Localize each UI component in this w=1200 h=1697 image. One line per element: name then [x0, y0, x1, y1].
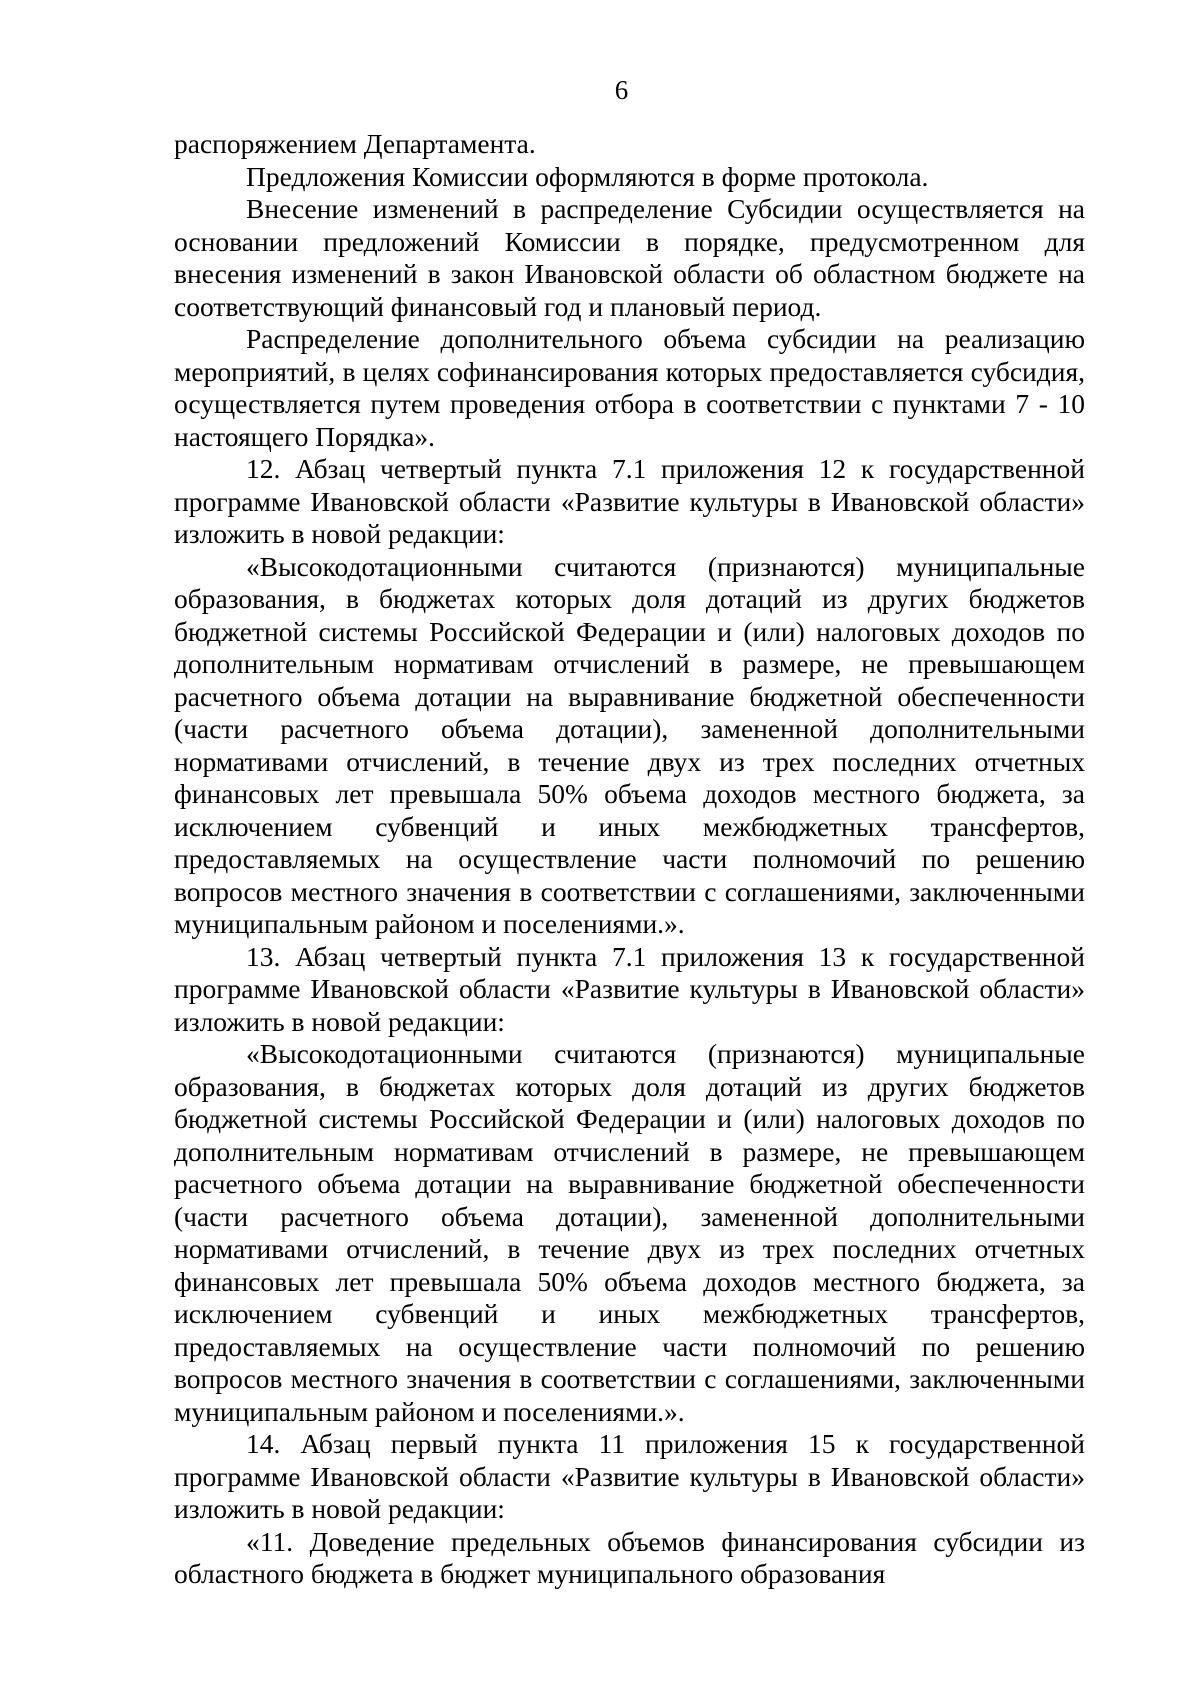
paragraph: распоряжением Департамента. [174, 128, 536, 159]
paragraph: «Высокодотационными считаются (признаются) муниципальные образования, в бюджетах которых доля дотаций из других бюджетов бюджетной системы Российской Федерации и (или) налоговых доходов по дополнительным нормативам отчислений в размере, не превышающем расчетного объема дотации на выравнивание бюджетной обеспеченности (части расчетного объема дотации), замененной дополнительными нормативами отчислений, в течение двух из трех последних отчетных финансовых лет превышала 50% объема доходов местного бюджета, за исключением субвенций и иных межбюджетных трансфертов, предоставляемых на осуществление части полномочий по решению вопросов местного значения в соответствии с соглашениями, заключенными муниципальным районом и поселениями.». [174, 1038, 1085, 1427]
paragraph: 13. Абзац четвертый пункта 7.1 приложения 13 к государственной программе Ивановской области «Развитие культуры в Ивановской области» изложить в новой редакции: [174, 940, 1085, 1037]
paragraph: Внесение изменений в распределение Субсидии осуществляется на основании предложений Комиссии в порядке, предусмотренном для внесения изменений в закон Ивановской области об областном бюджете на соответствующий финансовый год и плановый период. [174, 193, 1085, 322]
paragraph: «11. Доведение предельных объемов финансирования субсидии из областного бюджета в бюджет муниципального образования [174, 1525, 1085, 1589]
page-number: 6 [614, 75, 629, 105]
paragraph: Распределение дополнительного объема субсидии на реализацию мероприятий, в целях софинансирования которых предоставляется субсидия, осуществляется путем проведения отбора в соответствии с пунктами 7 - 10 настоящего Порядка». [174, 323, 1085, 452]
document-body [174, 128, 1085, 1591]
paragraph: «Высокодотационными считаются (признаются) муниципальные образования, в бюджетах которых доля дотаций из других бюджетов бюджетной системы Российской Федерации и (или) налоговых доходов по дополнительным нормативам отчислений в размере, не превышающем расчетного объема дотации на выравнивание бюджетной обеспеченности (части расчетного объема дотации), замененной дополнительными нормативами отчислений, в течение двух из трех последних отчетных финансовых лет превышала 50% объема доходов местного бюджета, за исключением субвенций и иных межбюджетных трансфертов, предоставляемых на осуществление части полномочий по решению вопросов местного значения в соответствии с соглашениями, заключенными муниципальным районом и поселениями.». [174, 550, 1085, 939]
paragraph: Предложения Комиссии оформляются в форме протокола. [246, 160, 929, 192]
paragraph: 12. Абзац четвертый пункта 7.1 приложения 12 к государственной программе Ивановской области «Развитие культуры в Ивановской области» изложить в новой редакции: [174, 453, 1085, 549]
paragraph: 14. Абзац первый пункта 11 приложения 15 к государственной программе Ивановской области «Развитие культуры в Ивановской области» изложить в новой редакции: [174, 1428, 1085, 1524]
